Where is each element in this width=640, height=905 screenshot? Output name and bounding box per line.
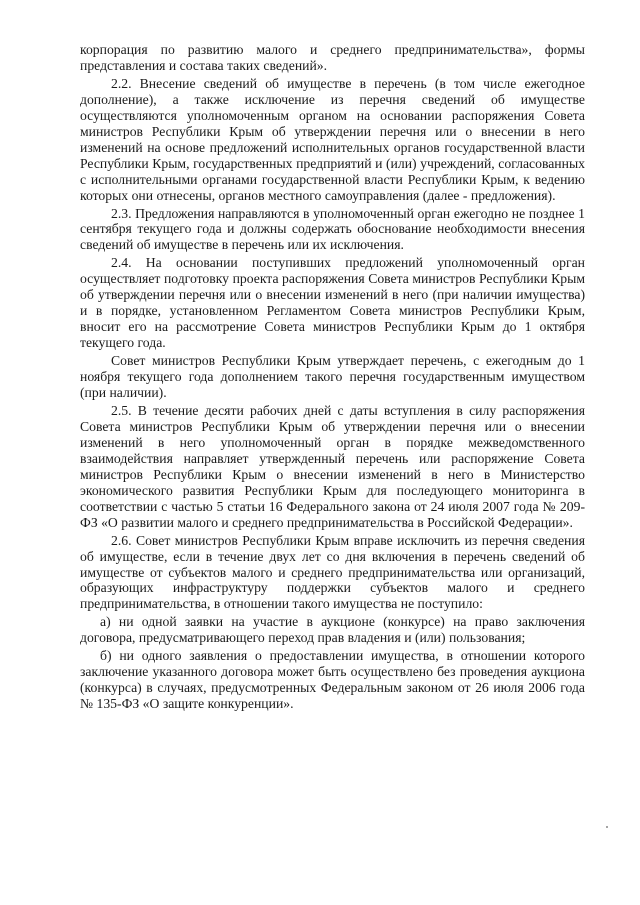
paragraph-2-6-b: б) ни одного заявления о предоставлении имущества, в отношении которого заключение указанного договора может быть осуществлено без проведения аукциона (конкурса) в случаях, предусмотренных Федеральным законом от 26 июля 2006 года № 135-ФЗ «О защите конкуренции». bbox=[80, 648, 585, 712]
paragraph-2-4: 2.4. На основании поступивших предложений уполномоченный орган осуществляет подготовку проекта распоряжения Совета министров Республики Крым об утверждении перечня или о внесении изменений в него (при наличии имущества) и в порядке, установленном Регламентом Совета министров Республики Крым, вносит его на рассмотрение Совета министров Республики Крым до 1 октября текущего года. bbox=[80, 255, 585, 351]
paragraph-2-5: 2.5. В течение десяти рабочих дней с даты вступления в силу распоряжения Совета министров Республики Крым об утверждении перечня или о внесении изменений в него уполномоченный орган в порядке межведомственного взаимодействия направляет утвержденный перечень или распоряжение Совета министров Республики Крым о внесении изменений в него в Министерство экономического развития Республики Крым для последующего мониторинга в соответствии с частью 5 статьи 16 Федерального закона от 24 июля 2007 года № 209-ФЗ «О развитии малого и среднего предпринимательства в Российской Федерации». bbox=[80, 402, 585, 530]
scan-speck bbox=[606, 826, 608, 828]
paragraph-2-2: 2.2. Внесение сведений об имуществе в перечень (в том числе ежегодное дополнение), а также исключение из перечня сведений об имуществе осуществляются уполномоченным органом на основании распоряжения Совета министров Республики Крым об утверждении перечня или о внесении в него изменений на основе предложений исполнительных органов государственной власти Республики Крым, государственных предприятий и (или) учреждений, согласованных с исполнительными органами государственной власти Республики Крым, к ведению которых они отнесены, органов местного самоуправления (далее - предложения). bbox=[80, 75, 585, 203]
paragraph-2-4-approval: Совет министров Республики Крым утверждает перечень, с ежегодным до 1 ноября текущего года дополнением такого перечня государственным имуществом (при наличии). bbox=[80, 353, 585, 401]
document-body bbox=[80, 42, 585, 714]
paragraph-continuation: корпорация по развитию малого и среднего предпринимательства», формы представления и состава таких сведений». bbox=[80, 42, 585, 73]
paragraph-2-3: 2.3. Предложения направляются в уполномоченный орган ежегодно не позднее 1 сентября текущего года и должны содержать обоснование необходимости внесения сведений об имуществе в перечень или их исключения. bbox=[80, 205, 585, 253]
paragraph-2-6: 2.6. Совет министров Республики Крым вправе исключить из перечня сведения об имуществе, если в течение двух лет со дня включения в перечень сведений об имуществе от субъектов малого и среднего предпринимательства или организаций, образующих инфраструктуру поддержки субъектов малого и среднего предпринимательства, в отношении такого имущества не поступило: bbox=[80, 532, 585, 612]
paragraph-2-6-a: а) ни одной заявки на участие в аукционе (конкурсе) на право заключения договора, предусматривающего переход прав владения и (или) пользования; bbox=[80, 614, 585, 646]
